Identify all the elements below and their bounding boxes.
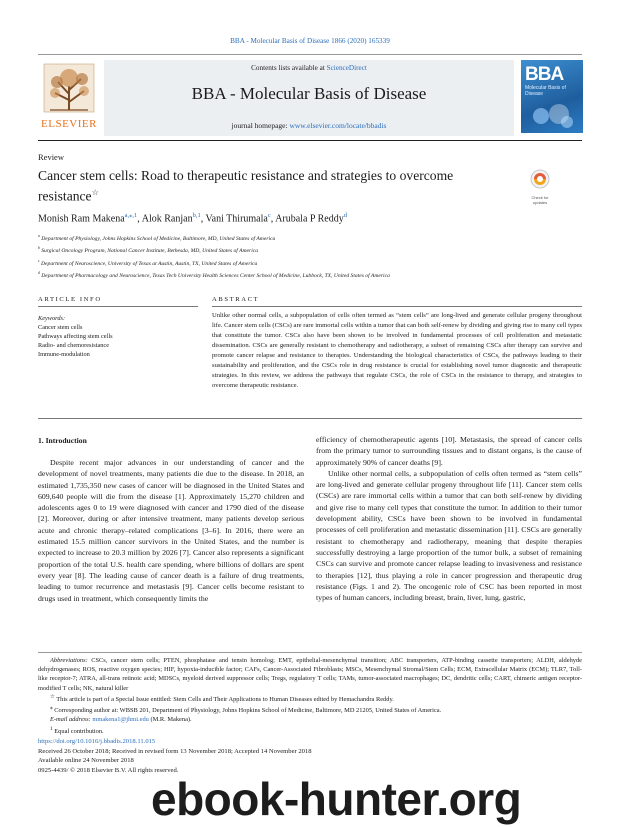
article-title-text: Cancer stem cells: Road to therapeutic resistance and strategies to overcome resistance <box>38 168 454 204</box>
equal-contribution-footnote <box>38 725 582 736</box>
affiliation-a <box>38 232 582 244</box>
affiliation-text: Department of Physiology, Johns Hopkins School of Medicine, Baltimore, MD, United States of America <box>41 235 276 242</box>
affiliation-text: Surgical Oncology Program, National Cancer Institute, Bethesda, MD, United States of America <box>41 248 259 255</box>
author-1-name[interactable]: Monish Ram Makena <box>38 213 125 225</box>
sciencedirect-link[interactable]: ScienceDirect <box>326 64 367 72</box>
contents-line <box>104 64 514 72</box>
author-2-name[interactable]: Alok Ranjan <box>141 213 193 225</box>
abbreviations-footnote <box>38 656 582 693</box>
keywords-block <box>38 314 198 359</box>
email-label: E-mail address: <box>50 716 91 724</box>
author-1-marks[interactable]: a,⁎,1 <box>124 212 138 219</box>
keyword-item: Radio- and chemoresistance <box>38 342 109 349</box>
body-column-left <box>38 457 304 604</box>
keyword-item: Immune-modulation <box>38 351 90 358</box>
cover-subtitle: Molecular Basis of Disease <box>525 85 566 97</box>
article-title <box>38 167 498 205</box>
author-3-marks[interactable]: c <box>267 212 271 219</box>
author-3-name[interactable]: Vani Thirumala <box>205 213 268 225</box>
keywords-label: Keywords: <box>38 315 66 322</box>
cover-title: BBA <box>525 64 564 85</box>
footnote-mark: ☆ <box>50 693 55 700</box>
email-suffix: (M.R. Makena). <box>150 716 192 724</box>
watermark: ebook-hunter.org <box>151 773 522 825</box>
abbreviations-label: Abbreviations: <box>50 657 88 664</box>
check-for-updates-label: Check for updates <box>531 195 549 205</box>
article-type: Review <box>38 152 64 162</box>
abstract-text: Unlike other normal cells, a subpopulation of cells often termed as “stem cells” are long-lived and generate cellular progeny throughout life. Cancer stem cells (CSCs) are rare immortal cells within a tumor that can both self-renew by dividing and giving rise to many cell types that constitute the tumor. CSCs also have been shown to be involved in fundamental processes of cell proliferation and metastatic dissemination. CSCs are generally resistant to chemotherapy and radiotherapy, a subset of remaining CSCs after therapy can survive and promote cancer relapse and resistance to therapies. Understanding the biological characteristics of CSCs, the pathways leading to their sustainability and proliferation, and the CSCs role in drug resistance is crucial for establishing novel tumor diagnostic and therapeutic strategies. In this review, we address the pathways that regulate CSCs, the role of CSCs in the resistance to therapy, and strategies to overcome therapeutic resistance. <box>212 312 582 389</box>
equal-contribution-text: Equal contribution. <box>54 727 104 735</box>
corresponding-author-footnote <box>38 704 582 715</box>
footnote-rule <box>38 652 582 653</box>
keyword-item: Cancer stem cells <box>38 324 83 331</box>
check-for-updates-badge[interactable] <box>528 168 552 205</box>
article-info-rule <box>38 306 198 307</box>
affiliation-text: Department of Pharmacology and Neuroscience, Texas Tech University Health Sciences Center School of Medicine, Lubbock, TX, United States of America <box>41 272 390 279</box>
header-rule-top <box>38 54 582 55</box>
elsevier-logo <box>38 60 100 132</box>
footnote-mark: 1 <box>50 725 53 732</box>
intro-paragraph-1-continued: efficiency of chemotherapeutic agents [10]. Metastasis, the spread of cancer cells from the primary tumor to surrounding tissues and to distant organs, is the cause of approximately 90% of cancer deaths [9]. <box>316 435 582 467</box>
homepage-line <box>104 121 514 130</box>
author-4-marks[interactable]: d <box>343 212 347 219</box>
footnote-mark: ⁎ <box>50 705 53 712</box>
publisher-logo-text: ELSEVIER <box>41 118 97 130</box>
abstract-rule-top <box>212 306 582 307</box>
author-4-name[interactable]: Arubala P Reddy <box>275 213 344 225</box>
affiliation-mark: b <box>38 246 40 251</box>
footnotes <box>38 656 582 736</box>
available-online-date: Available online 24 November 2018 <box>38 757 134 764</box>
corresponding-text: Corresponding author at: WBSB 201, Department of Physiology, Johns Hopkins School of Medicine, Baltimore, MD 21205, United States of America. <box>54 707 442 715</box>
section-heading-introduction: 1. Introduction <box>38 436 87 445</box>
email-link[interactable]: mmakena1@jhmi.edu <box>92 716 149 724</box>
keyword-item: Pathways affecting stem cells <box>38 333 113 340</box>
affiliation-c <box>38 257 582 269</box>
homepage-prefix: journal homepage: <box>231 121 290 130</box>
author-2-marks[interactable]: b,1 <box>192 212 201 219</box>
affiliation-mark: c <box>38 258 40 263</box>
journal-cover <box>521 60 583 133</box>
body-column-right <box>316 434 582 603</box>
abbreviations-text: CSCs, cancer stem cells; PTEN, phosphatase and tensin homolog; EMT, epithelial-mesenchymal transition; ABC transporters, ATP-binding cassette transporters; ALDH, aldehyde dehydrogenases; ROS, reactive oxygen species; HIF, hypoxia-inducible factor; CAFs, Cancer-Associated Fibroblasts; MSCs, Mesenchymal Stromal/Stem Cells; ECM, Extracellular Matrix (ECM); TLR7, Toll-like receptor-7; ATRA, all-trans retinoic acid; MDSCs, myeloid derived suppressor cells; Tregs, regulatory T cells; TAMs, tumor-associated macrophages; DC, dendritic cells; CART, chimeric antigen receptor-modified T cells; NK, natural killer <box>38 657 582 692</box>
contents-prefix: Contents lists available at <box>251 64 327 72</box>
journal-reference[interactable]: BBA - Molecular Basis of Disease 1866 (2020) 165339 <box>230 37 390 45</box>
affiliation-mark: d <box>38 270 40 275</box>
cover-graphic-icon <box>529 102 575 130</box>
copyright-line: 0925-4439/ © 2018 Elsevier B.V. All rights reserved. <box>38 766 179 774</box>
received-dates: Received 26 October 2018; Received in revised form 13 November 2018; Accepted 14 November 2018 <box>38 747 312 755</box>
journal-title: BBA - Molecular Basis of Disease <box>191 84 427 103</box>
affiliation-mark: a <box>38 234 40 238</box>
doi-link[interactable]: https://doi.org/10.1016/j.bbadis.2018.11.015 <box>38 738 156 745</box>
check-for-updates-icon <box>528 168 552 190</box>
affiliation-b <box>38 244 582 256</box>
affiliation-d <box>38 269 582 281</box>
abstract-heading: ABSTRACT <box>212 296 260 303</box>
article-info-heading: ARTICLE INFO <box>38 296 102 303</box>
abstract-rule-bottom <box>38 418 582 419</box>
header-rule-bottom <box>38 140 582 141</box>
affiliation-text: Department of Neuroscience, University of Texas at Austin, Austin, TX, United States of America <box>41 260 258 267</box>
title-footnote-mark[interactable]: ☆ <box>91 188 99 197</box>
special-issue-footnote <box>38 693 582 704</box>
intro-paragraph-1: Despite recent major advances in our understanding of cancer and the development of novel treatments, many patients die due to the disease. In 2018, an estimated 1,735,350 new cases of cancer will be diagnosed in the United States and 609,640 people will die from the disease [1]. Approximately 15,270 children and adolescents ages 0 to 19 were diagnosed with cancer and 1790 died of the disease [2]. Moreover, during or after intensive treatment, many patients develop serious acute and chronic therapy–related complications [3–6]. In 2016, there were an estimated 15.5 million cancer survivors in the United States, and the number is expected to increase to 20.3 million by 2026 [7]. Cancer also represents a significant proportion of the total U.S. health care spending, where billions of dollars are spent every year [8]. The leading cause of cancer death is a failure of drug treatments, leading to tumor recurrence and metastasis [9]. Cancer cells become resistant to drugs used in treatment, which consequently limits the <box>38 458 304 603</box>
affiliations <box>38 232 582 281</box>
intro-paragraph-2: Unlike other normal cells, a subpopulation of cells often termed as “stem cells” are long-lived and generate cellular progeny throughout life [11]. Cancer stem cells (CSCs) are rare immortal cells within a tumor that can both self-renew by dividing and give rise to many cell types that constitute the tumor. In addition to their tumor development ability, CSCs have been shown to be involved in fundamental processes of cell proliferation and metastatic dissemination [11]. CSCs are generally resistant to chemotherapy and radiotherapy, meaning that despite therapies successfully destroying a large proportion of the tumor bulk, a subset of remaining CSCs can survive and promote cancer relapse leading to invasiveness and resistance to therapies [12], thus playing a role in cancer progression and therapeutic drug resistance (Figs. 1 and 2). The oncogenic role of CSC has been reported in most types of human cancers, including breast, brain, liver, lung, gastric, <box>316 468 582 603</box>
publication-info <box>38 737 438 775</box>
homepage-link[interactable]: www.elsevier.com/locate/bbadis <box>289 121 387 130</box>
author-list: Monish Ram Makena$^{a,⁎,1}$, Alok Ranjan$^{b,1}$, Vani Thirumala$^c$, Arubala P Reddy$^d$ <box>38 212 347 225</box>
email-footnote <box>38 715 582 724</box>
special-issue-text: This article is part of a Special Issue entitled: Stem Cells and Their Applications to Human Diseases edited by Hemachandra Reddy. <box>56 695 394 703</box>
